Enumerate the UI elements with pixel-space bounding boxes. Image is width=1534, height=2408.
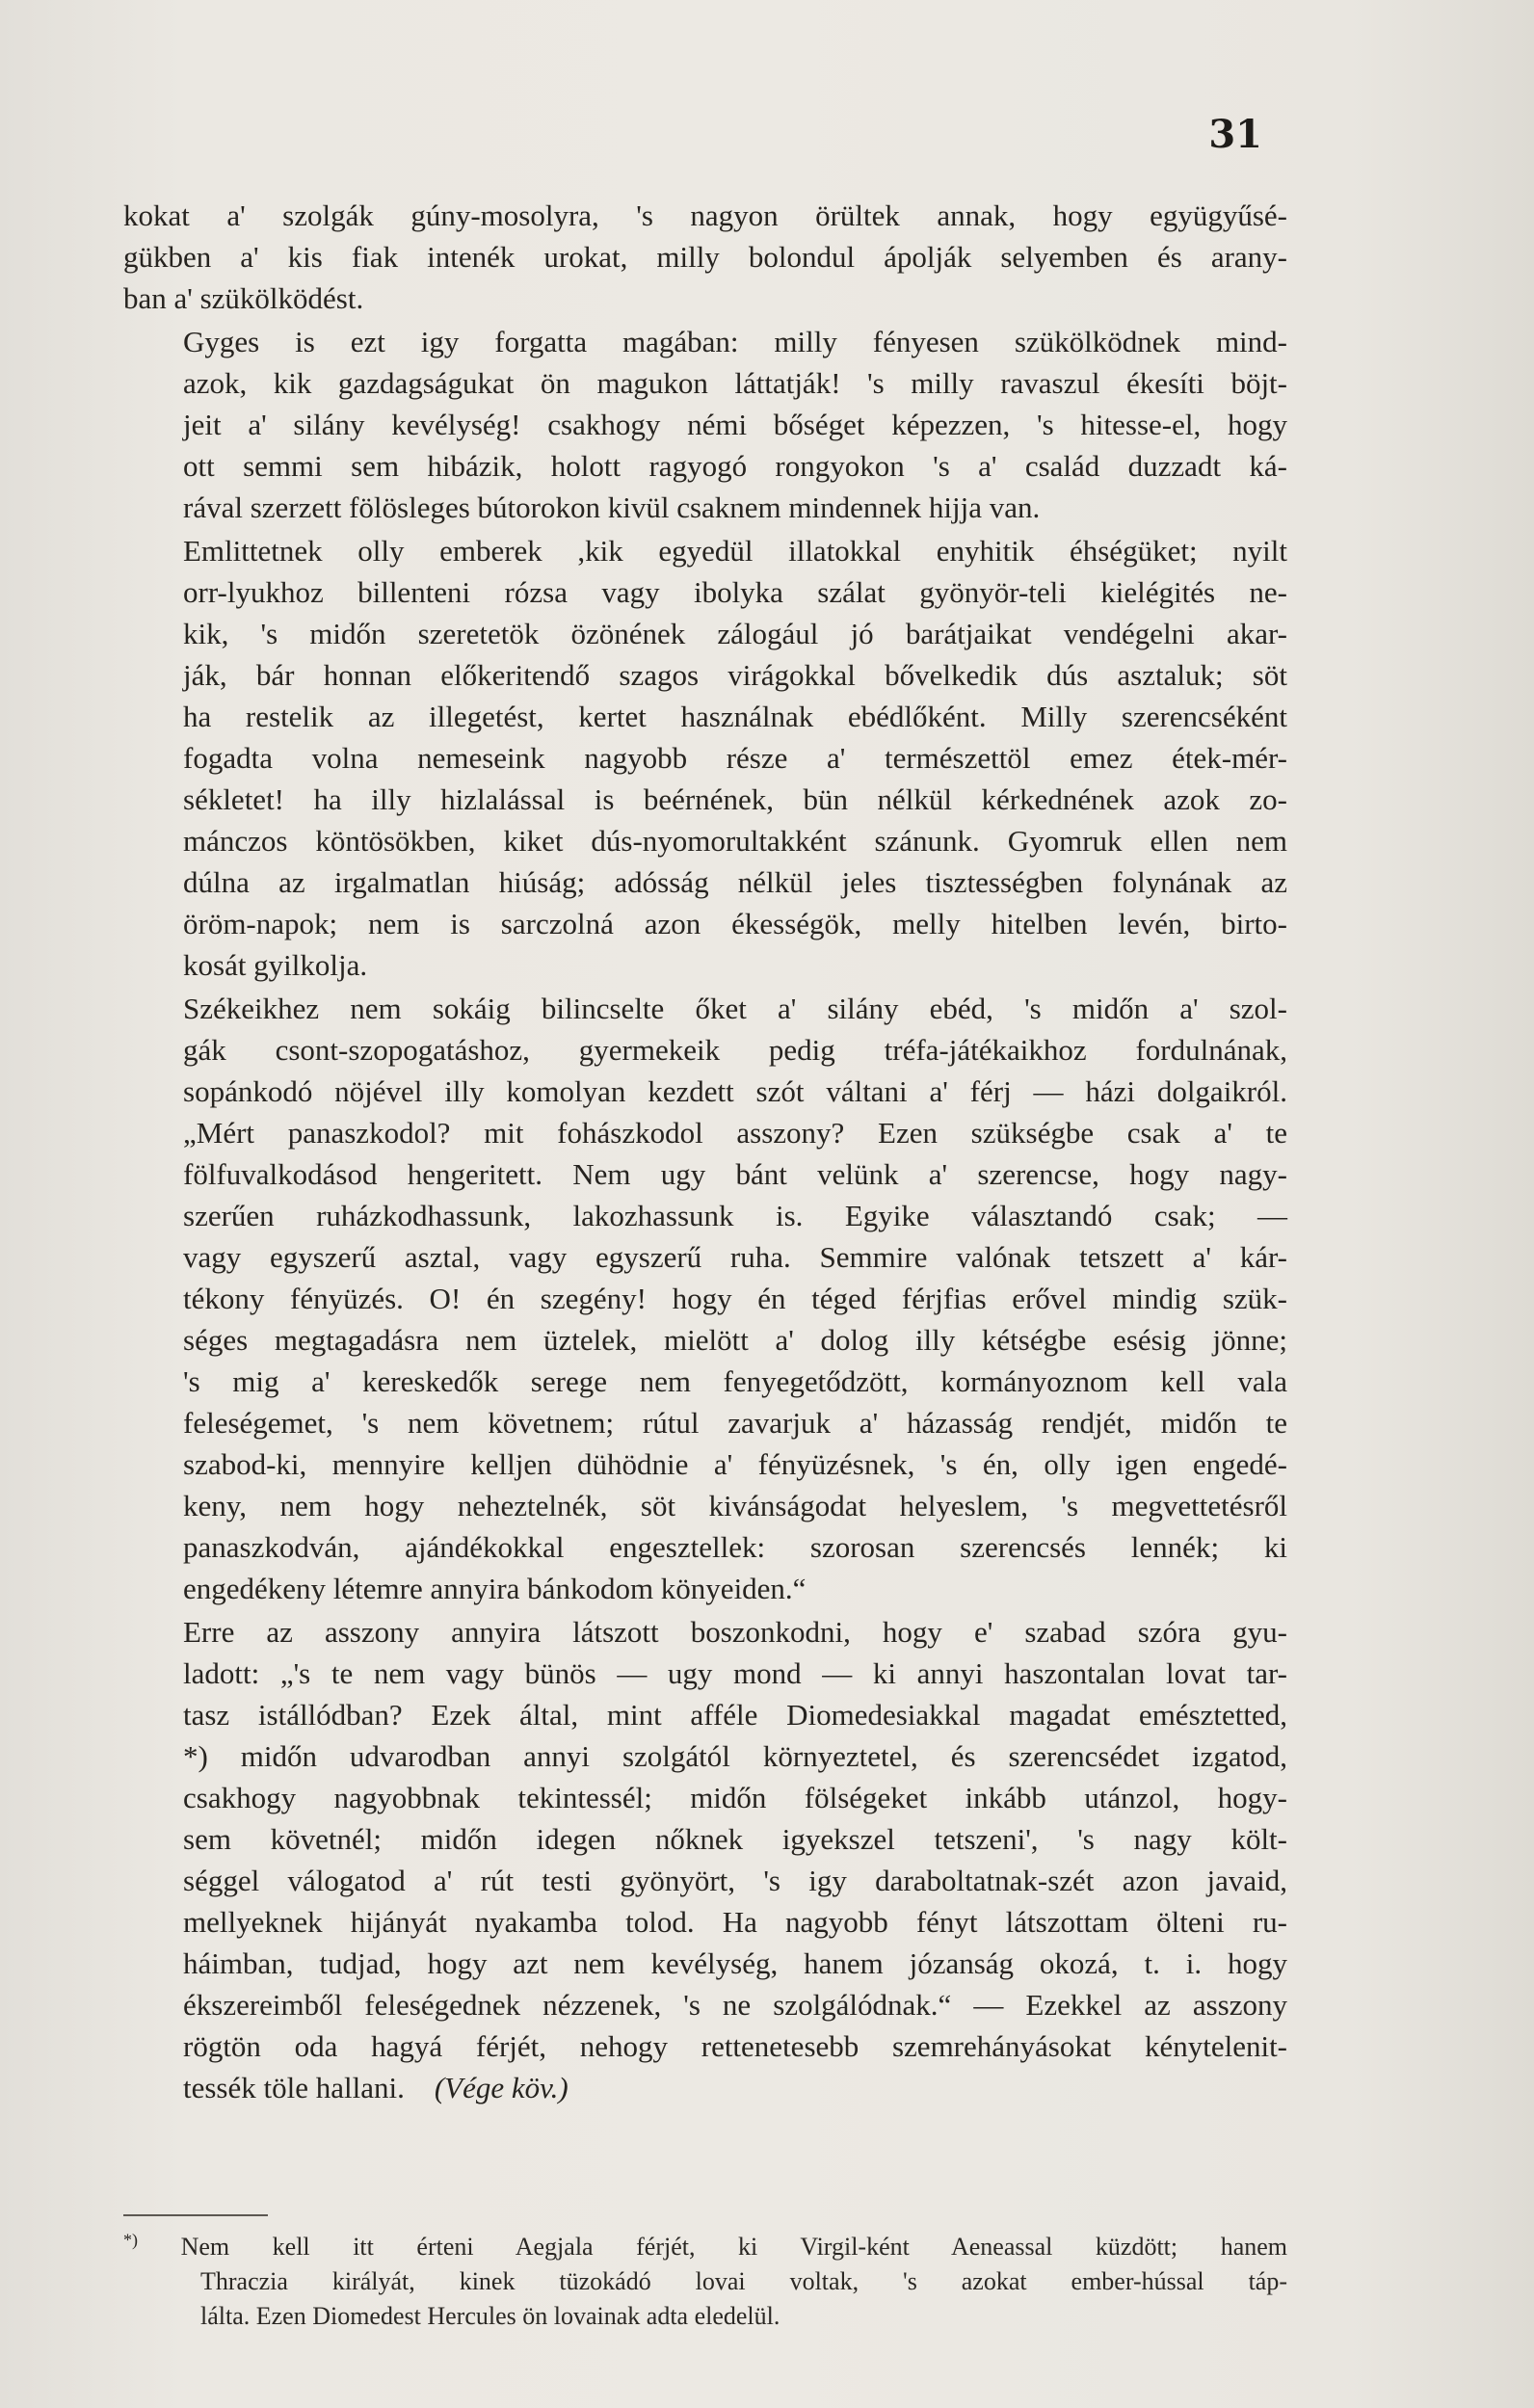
text-line: mánczos köntösökben, kiket dús-nyomorultakként szánunk. Gyomruk ellen nem xyxy=(183,824,1287,858)
text-line: Emlittetnek olly emberek ,kik egyedül illatokkal enyhitik éhségüket; nyilt xyxy=(183,534,1287,568)
text-line: csakhogy nagyobbnak tekintessél; midőn fölségeket inkább utánzol, hogy- xyxy=(183,1781,1287,1814)
text-line: orr-lyukhoz billenteni rózsa vagy ibolyka szálat gyönyör-teli kielégités ne- xyxy=(183,575,1287,609)
text-line: Erre az asszony annyira látszott boszonkodni, hogy e' szabad szóra gyu- xyxy=(183,1615,1287,1649)
text-line: sem követnél; midőn idegen nőknek igyekszel tetszeni', 's nagy költ- xyxy=(183,1822,1287,1856)
text-line: sékletet! ha illy hizlalással is beérnének, bün nélkül kérkednének azok zo- xyxy=(183,782,1287,816)
text-line: ékszereimből feleségednek nézzenek, 's ne szolgálódnak.“ — Ezekkel az asszony xyxy=(183,1988,1287,2022)
footnote-line: lálta. Ezen Diomedest Hercules ön lovainak adta eledelül. xyxy=(200,2302,780,2330)
text-line: séges megtagadásra nem üztelek, mielött a' dolog illy kétségbe esésig jönne; xyxy=(183,1323,1287,1357)
text-line: feleségemet, 's nem követnem; rútul zavarjuk a' házasság rendjét, midőn te xyxy=(183,1406,1287,1440)
text-line: séggel válogatod a' rút testi gyönyört, 's igy daraboltatnak-szét azon javaid, xyxy=(183,1864,1287,1897)
body-text xyxy=(123,195,1287,2110)
text-line: rögtön oda hagyá férjét, nehogy rettenetesebb szemrehányásokat kénytelenit- xyxy=(183,2029,1287,2063)
text-line: „Mért panaszkodol? mit fohászkodol asszony? Ezen szükségbe csak a' te xyxy=(183,1116,1287,1150)
text-line: gák csont-szopogatáshoz, gyermekeik pedig tréfa-játékaikhoz fordulnának, xyxy=(183,1033,1287,1067)
text-line: gükben a' kis fiak intenék urokat, milly bolondul ápolják selyemben és arany- xyxy=(123,240,1287,274)
footnote-divider xyxy=(123,2214,268,2216)
text-line: ha restelik az illegetést, kertet használnak ebédlőként. Milly szerencséként xyxy=(183,700,1287,733)
text-line: szerűen ruházkodhassunk, lakozhassunk is. Egyike választandó csak; — xyxy=(183,1199,1287,1232)
footnote-mark: *) xyxy=(123,2230,138,2250)
text-line: mellyeknek hijányát nyakamba tolod. Ha nagyobb fényt látszottam ölteni ru- xyxy=(183,1905,1287,1939)
text-line: jeit a' silány kevélység! csakhogy némi bőséget képezzen, 's hitesse-el, hogy xyxy=(183,408,1287,441)
paragraph xyxy=(123,988,1287,1609)
text-line: Székeikhez nem sokáig bilincselte őket a' silány ebéd, 's midőn a' szol- xyxy=(183,992,1287,1025)
closing-text: tessék töle hallani. xyxy=(183,2071,405,2104)
text-line: kokat a' szolgák gúny-mosolyra, 's nagyon örültek annak, hogy együgyűsé- xyxy=(123,198,1287,232)
footnote-line xyxy=(123,2230,1287,2264)
paragraph xyxy=(123,530,1287,986)
closing-line xyxy=(123,2067,1287,2108)
text-line: dúlna az irgalmatlan hiúság; adósság nélkül jeles tisztességben folynának az xyxy=(183,865,1287,899)
text-line: engedékeny létemre annyira bánkodom könyeiden.“ xyxy=(183,1572,807,1605)
text-line: ják, bár honnan előkeritendő szagos virágokkal bővelkedik dús asztaluk; söt xyxy=(183,658,1287,692)
text-line: 's mig a' kereskedők serege nem fenyegetődzött, kormányoznom kell vala xyxy=(183,1364,1287,1398)
text-line: rával szerzett fölösleges bútorokon kivül csaknem mindennek hijja van. xyxy=(183,490,1041,524)
text-line: tasz istállódban? Ezek által, mint afféle Diomedesiakkal magadat emésztetted, xyxy=(183,1698,1287,1732)
text-line: ott semmi sem hibázik, holott ragyogó rongyokon 's a' család duzzadt ká- xyxy=(183,449,1287,483)
text-line: tékony fényüzés. O! én szegény! hogy én téged férjfias erővel mindig szük- xyxy=(183,1282,1287,1315)
text-line: panaszkodván, ajándékokkal engesztellek: szorosan szerencsés lennék; ki xyxy=(183,1530,1287,1564)
text-line: azok, kik gazdagságukat ön magukon láttatják! 's milly ravaszul ékesíti böjt- xyxy=(183,366,1287,400)
text-line: ladott: „'s te nem vagy bünös — ugy mond — ki annyi haszontalan lovat tar- xyxy=(183,1656,1287,1690)
text-line: háimban, tudjad, hogy azt nem kevélység, hanem józanság okozá, t. i. hogy xyxy=(183,1946,1287,1980)
paragraph xyxy=(123,1611,1287,2108)
paragraph xyxy=(123,195,1287,319)
continuation-note: (Vége köv.) xyxy=(434,2071,569,2104)
text-line: öröm-napok; nem is sarczolná azon ékességök, melly hitelben levén, birto- xyxy=(183,907,1287,940)
footnote-text: Nem kell itt érteni Aegjala férjét, ki Virgil-ként Aeneassal küzdött; hanem xyxy=(180,2233,1287,2261)
text-line: sopánkodó nöjével illy komolyan kezdett szót váltani a' férj — házi dolgaikról. xyxy=(183,1074,1287,1108)
footnote xyxy=(123,2230,1287,2334)
text-line: szabod-ki, mennyire kelljen dühödnie a' fényüzésnek, 's én, olly igen engedé- xyxy=(183,1447,1287,1481)
text-line: vagy egyszerű asztal, vagy egyszerű ruha. Semmire valónak tetszett a' kár- xyxy=(183,1240,1287,1274)
paragraph xyxy=(123,321,1287,528)
text-line: fölfuvalkodásod hengeritett. Nem ugy bánt velünk a' szerencse, hogy nagy- xyxy=(183,1157,1287,1191)
text-line: kik, 's midőn szeretetök özönének zálogául jó barátjaikat vendégelni akar- xyxy=(183,617,1287,650)
text-line: *) midőn udvarodban annyi szolgától környeztetel, és szerencsédet izgatod, xyxy=(183,1739,1287,1773)
text-line: kosát gyilkolja. xyxy=(183,948,368,982)
text-line: Gyges is ezt igy forgatta magában: milly fényesen szükölködnek mind- xyxy=(183,325,1287,358)
text-line: keny, nem hogy neheztelnék, söt kivánságodat helyeslem, 's megvettetésről xyxy=(183,1489,1287,1522)
page-number: 31 xyxy=(1208,112,1262,157)
text-line: fogadta volna nemeseink nagyobb része a' természettöl emez étek-mér- xyxy=(183,741,1287,775)
text-line: ban a' szükölködést. xyxy=(123,281,364,315)
footnote-line: Thraczia királyát, kinek tüzokádó lovai voltak, 's azokat ember-hússal táp- xyxy=(200,2267,1287,2295)
